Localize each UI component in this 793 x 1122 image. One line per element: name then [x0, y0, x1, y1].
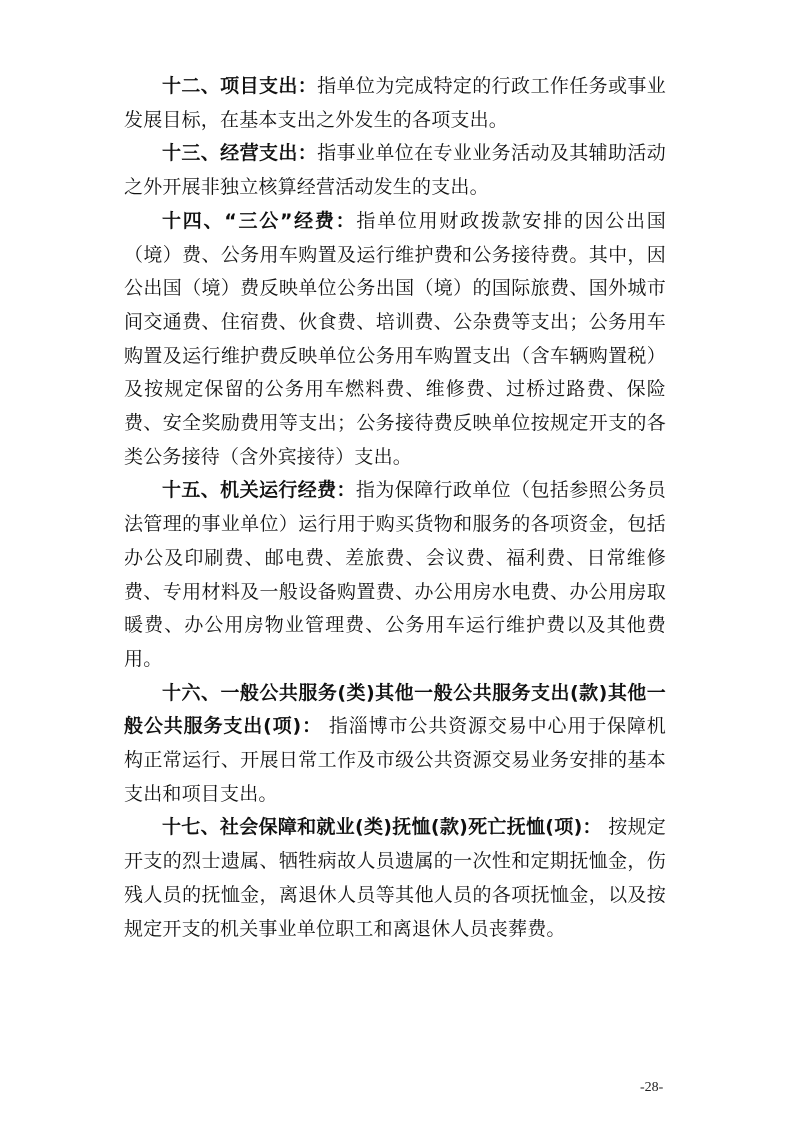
- term-heading: 十二、项目支出：: [162, 75, 318, 97]
- paragraph-project-expenditure: [124, 70, 666, 137]
- paragraph-general-public-services: [124, 677, 666, 812]
- term-heading: 十六、一般公共服务(类)其他一般公共服务支出(款)其他一般公共服务支出(项)：: [124, 681, 666, 738]
- paragraph-three-public-expenses: [124, 205, 666, 475]
- term-definition: 指事业单位在专业业务活动及其辅助活动之外开展非独立核算经营活动发生的支出。: [124, 142, 666, 199]
- term-definition: 指单位用财政拨款安排的因公出国（境）费、公务用车购置及运行维护费和公务接待费。其中，因公出国（境）费反映单位公务出国（境）的国际旅费、国外城市间交通费、住宿费、伙食费、培训费、公杂费等支出；公务用车购置及运行维护费反映单位公务用车购置支出（含车辆购置税）及按规定保留的公务用车燃料费、维修费、过桥过路费、保险费、安全奖励费用等支出；公务接待费反映单位按规定开支的各类公务接待（含外宾接待）支出。: [124, 209, 666, 468]
- term-heading: 十四、“三公”经费：: [162, 209, 357, 232]
- term-heading: 十七、社会保障和就业(类)抚恤(款)死亡抚恤(项)：: [162, 816, 602, 839]
- paragraph-agency-operating-funds: [124, 474, 666, 676]
- term-definition: 指淄博市公共资源交易中心用于保障机构正常运行、开展日常工作及市级公共资源交易业务安排的基本支出和项目支出。: [124, 715, 666, 805]
- term-heading: 十五、机关运行经费：: [162, 479, 356, 502]
- term-definition: 指为保障行政单位（包括参照公务员法管理的事业单位）运行用于购买货物和服务的各项资金，包括办公及印刷费、邮电费、差旅费、会议费、福利费、日常维修费、专用材料及一般设备购置费、办公用房水电费、办公用房取暖费、办公用房物业管理费、公务用车运行维护费以及其他费用。: [124, 479, 666, 670]
- paragraph-social-security-pension: [124, 811, 666, 946]
- paragraph-operating-expenditure: [124, 137, 666, 204]
- term-heading: 十三、经营支出：: [162, 142, 318, 165]
- term-definition: 指单位为完成特定的行政工作任务或事业发展目标，在基本支出之外发生的各项支出。: [124, 75, 666, 131]
- term-definition: 按规定开支的烈士遗属、牺牲病故人员遗属的一次性和定期抚恤金，伤残人员的抚恤金，离退休人员等其他人员的各项抚恤金，以及按规定开支的机关事业单位职工和离退休人员丧葬费。: [124, 816, 666, 940]
- page-number: -28-: [640, 1080, 664, 1095]
- document-body: [124, 70, 666, 946]
